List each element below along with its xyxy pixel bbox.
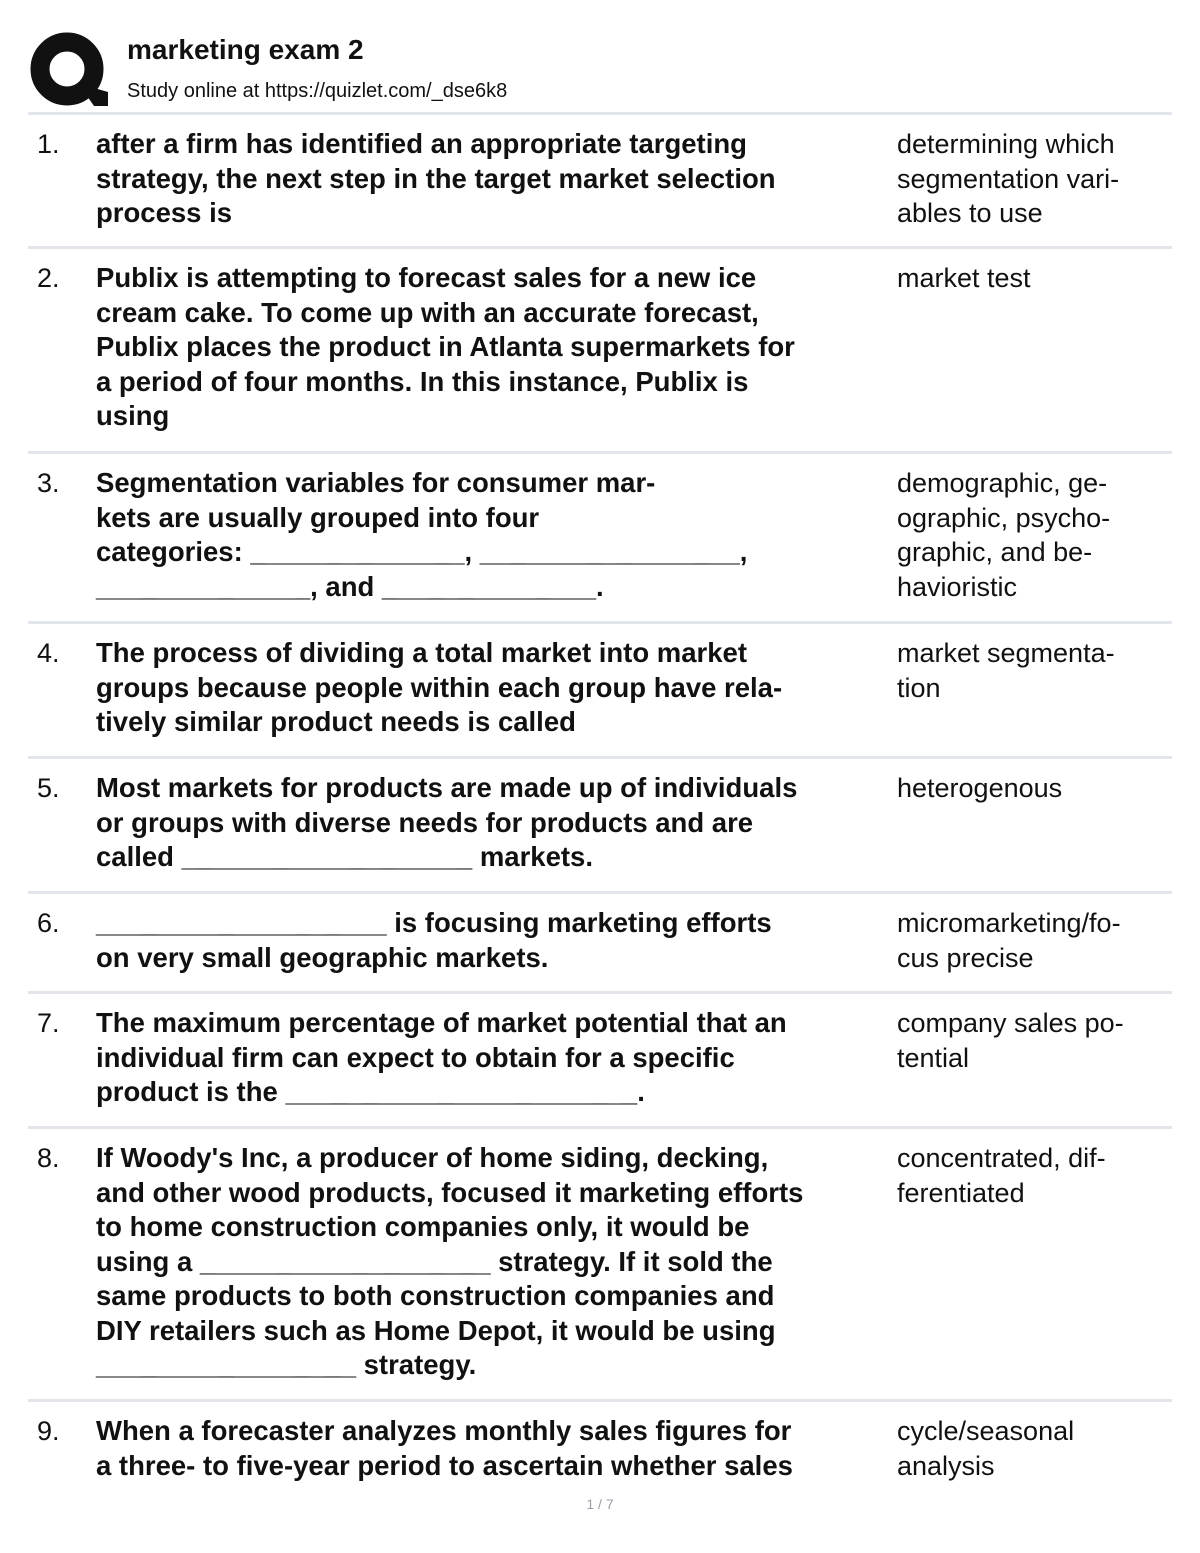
- card-question: ___________________ is focusing marketing efforts on very small geographic markets.: [96, 907, 772, 973]
- flashcard-7: [28, 991, 1172, 1126]
- card-question: Most markets for products are made up of individuals or groups with diverse needs for products and are called ___________________ markets.: [96, 772, 798, 872]
- card-question: after a firm has identified an appropriate targeting strategy, the next step in the target market selection process is: [96, 128, 776, 228]
- card-answer: market segmenta- tion: [897, 638, 1115, 703]
- card-answer: demographic, ge- ographic, psycho- graphic, and be- havioristic: [897, 468, 1111, 602]
- card-answer: market test: [897, 263, 1031, 293]
- card-number: 5.: [37, 773, 60, 803]
- card-question: Segmentation variables for consumer mar- kets are usually grouped into four categories: ______________, _________________, ______________, and ______________.: [96, 467, 748, 602]
- card-answer: concentrated, dif- ferentiated: [897, 1143, 1106, 1208]
- card-number: 8.: [37, 1143, 60, 1173]
- study-link[interactable]: Study online at https://quizlet.com/_dse6k8: [127, 80, 508, 102]
- card-question: If Woody's Inc, a producer of home siding, decking, and other wood products, focused it marketing efforts to home construction companies only, it would be using a ___________________ strategy. If it sold the same products to both construction companies and DIY retailers such as Home Depot, it would be using _________________ strategy.: [96, 1142, 804, 1380]
- flashcard-3: [28, 451, 1172, 621]
- page-number: 1 / 7: [586, 1496, 614, 1512]
- flashcard-9: [28, 1399, 1172, 1494]
- flashcard-8: [28, 1126, 1172, 1399]
- card-answer: determining which segmentation vari- ables to use: [897, 129, 1120, 228]
- card-answer: company sales po- tential: [897, 1008, 1124, 1073]
- card-number: 1.: [37, 129, 60, 159]
- flashcard-4: [28, 621, 1172, 756]
- card-number: 9.: [37, 1416, 60, 1446]
- card-number: 2.: [37, 263, 60, 293]
- card-question: When a forecaster analyzes monthly sales figures for a three- to five-year period to ascertain whether sales: [96, 1415, 793, 1481]
- card-answer: micromarketing/fo- cus precise: [897, 908, 1121, 973]
- card-answer: cycle/seasonal analysis: [897, 1416, 1075, 1481]
- card-question: The maximum percentage of market potential that an individual firm can expect to obtain for a specific product is the _______________________.: [96, 1007, 787, 1107]
- flashcard-2: [28, 246, 1172, 451]
- card-number: 7.: [37, 1008, 60, 1038]
- flashcard-5: [28, 756, 1172, 891]
- header: [30, 28, 1170, 108]
- card-number: 6.: [37, 908, 60, 938]
- flashcard-list: [28, 112, 1172, 1494]
- flashcard-6: [28, 891, 1172, 991]
- card-question: The process of dividing a total market into market groups because people within each group have rela- tively similar product needs is called: [96, 637, 783, 737]
- quizlet-logo-icon: [30, 32, 108, 110]
- card-answer: heterogenous: [897, 773, 1063, 803]
- card-number: 4.: [37, 638, 60, 668]
- flashcard-1: [28, 112, 1172, 246]
- card-number: 3.: [37, 468, 60, 498]
- card-question: Publix is attempting to forecast sales for a new ice cream cake. To come up with an accurate forecast, Publix places the product in Atlanta supermarkets for a period of four months. In this instance, Publix is using: [96, 262, 795, 431]
- page-title: marketing exam 2: [127, 34, 364, 65]
